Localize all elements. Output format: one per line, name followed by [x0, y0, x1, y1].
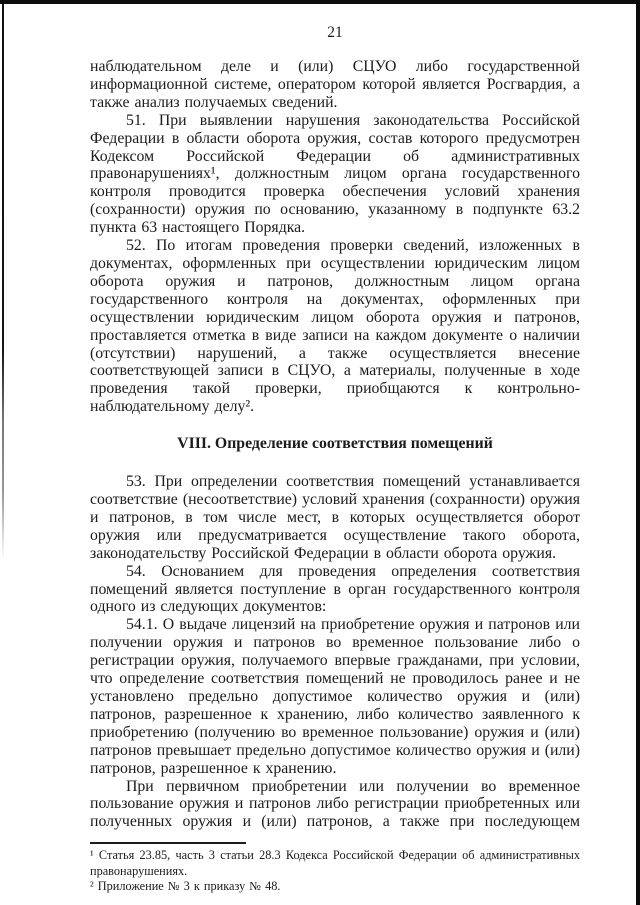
page-number: 21: [327, 24, 343, 41]
footnote-separator: [90, 842, 246, 844]
paragraph-53: 53. При определении соответствия помещений устанавливается соответствие (несоответствие) условий хранения (сохранности) оружия и патронов, в том числе мест, в которых осуществляется оборот оружия или предусматривается осуществление такого оборота, законодательству Российской Федерации в области оборота оружия.: [90, 473, 580, 562]
paragraph-54-1: 54.1. О выдаче лицензий на приобретение оружия и патронов или получении оружия и патронов во временное пользование либо о регистрации оружия, получаемого впервые гражданами, при условии, что определение соответствия помещений не проводилось ранее и не установлено предельно допустимое количество оружия и (или) патронов, разрешенное к хранению, либо количество заявленного к приобретению (получению во временное пользование) оружия и (или) патронов превышает предельно допустимое количество оружия и (или) патронов, разрешенное к хранению.: [90, 616, 580, 777]
footnotes-block: [90, 842, 580, 895]
footnote-2: ² Приложение № 3 к приказу № 48.: [90, 879, 281, 894]
paragraph-continuation: наблюдательном деле и (или) СЦУО либо государственной информационной системе, оператором которой является Росгвардия, а также анализ получаемых сведений.: [90, 58, 580, 111]
scan-edge-top: [0, 0, 640, 4]
paragraph-52: 52. По итогам проведения проверки сведений, изложенных в документах, оформленных при осуществлении юридическим лицом оборота оружия и патронов, должностным лицом органа государственного контроля на документах, оформленных при осуществлении юридическим лицом оборота оружия и патронов, проставляется отметка в виде записи на каждом документе о наличии (отсутствии) нарушений, а также осуществляется внесение соответствующей записи в СЦУО, а материалы, полученные в ходе проведения такой проверки, приобщаются к контрольно-наблюдательному делу².: [90, 237, 580, 416]
paragraph-55-partial: При первичном приобретении или получении во временное пользование оружия и патронов либо регистрации приобретенных или полученных оружия и (или) патронов, а также при последующем: [90, 777, 580, 831]
section-heading-viii: VIII. Определение соответствия помещений: [177, 435, 493, 453]
scan-edge-left: [2, 4, 4, 560]
scan-edge-right: [636, 0, 640, 905]
page-content: [90, 24, 580, 895]
paragraph-51: 51. При выявлении нарушения законодательства Российской Федерации в области оборота оружия, состав которого предусмотрен Кодексом Российской Федерации об административных правонарушениях¹, должностным лицом органа государственного контроля проводится проверка обеспечения условий хранения (сохранности) оружия по основанию, указанному в подпункте 63.2 пункта 63 настоящего Порядка.: [90, 111, 580, 237]
footnote-1: ¹ Статья 23.85, часть 3 статьи 28.3 Кодекса Российской Федерации об административных правонарушениях.: [90, 848, 580, 878]
paragraph-54: 54. Основанием для проведения определения соответствия помещений является поступление в орган государственного контроля одного из следующих документов:: [90, 562, 580, 616]
